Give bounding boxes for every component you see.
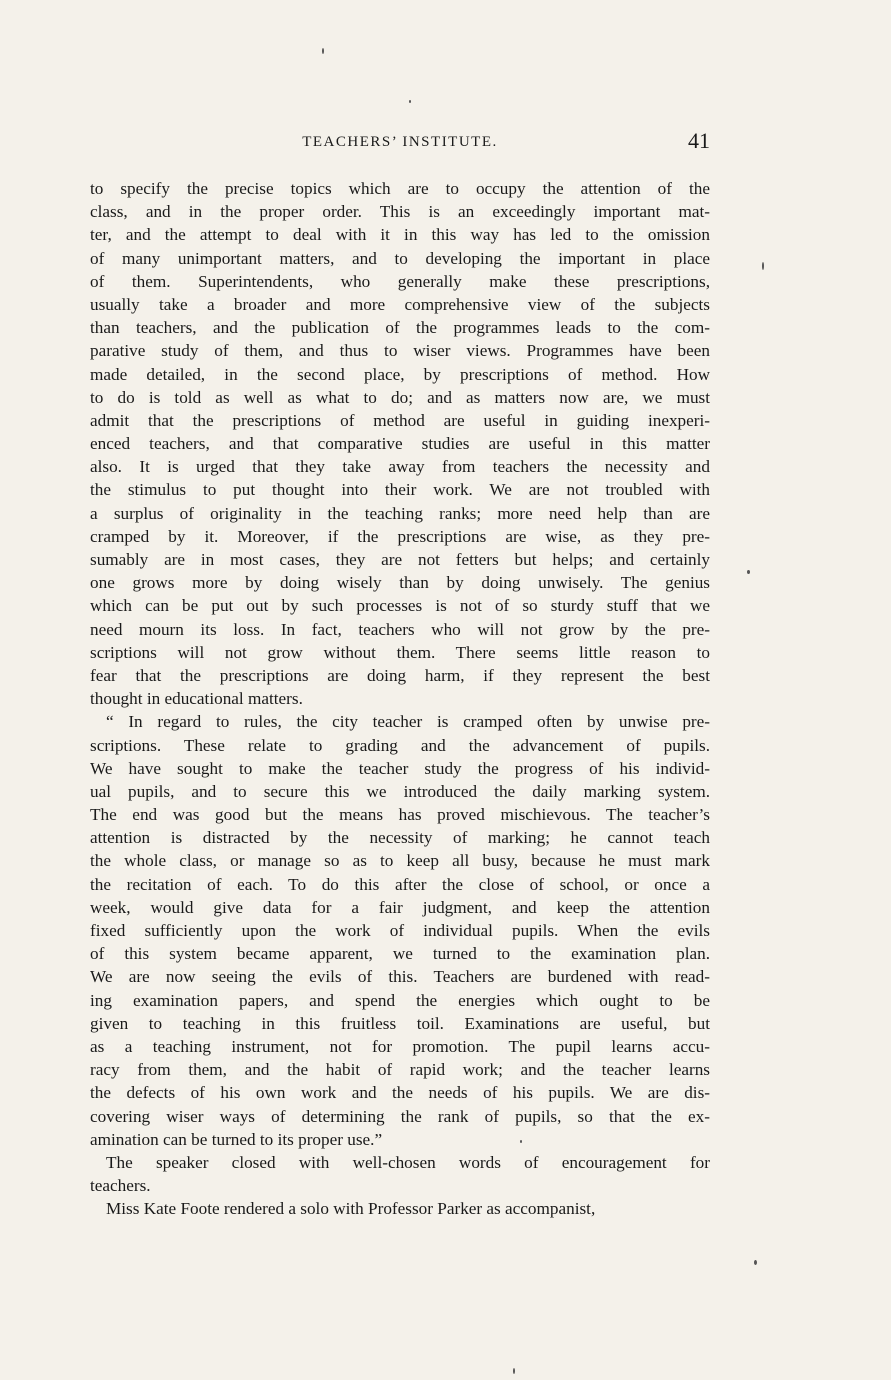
text-line: of this system became apparent, we turned to the examination plan. [90,944,710,964]
running-title: TEACHERS’ INSTITUTE. [302,134,498,150]
text-line: a surplus of originality in the teaching ranks; more need help than are [90,503,710,523]
text-line: fear that the prescriptions are doing harm, if they represent the best [90,665,710,685]
text-line: the stimulus to put thought into their work. We are not troubled with [90,480,710,500]
text-line: week, would give data for a fair judgment, and keep the attention [90,897,710,917]
paragraph [90,1197,710,1220]
text-line: The end was good but the means has proved mischievous. The teacher’s [90,805,710,825]
text-line: covering wiser ways of determining the rank of pupils, so that the ex- [90,1106,710,1126]
text-line: of them. Superintendents, who generally make these prescriptions, [90,271,710,291]
text-line: thought in educational matters. [90,689,303,709]
running-head [90,130,710,154]
scan-speck [513,1368,515,1374]
text-line: teachers. [90,1176,151,1196]
scan-speck [762,262,764,270]
text-line: as a teaching instrument, not for promotion. The pupil learns accu- [90,1036,710,1056]
text-line: racy from them, and the habit of rapid work; and the teacher learns [90,1060,710,1080]
paragraph [90,710,710,1151]
text-line: the whole class, or manage so as to keep all busy, because he must mark [90,851,710,871]
text-line: ter, and the attempt to deal with it in this way has led to the omission [90,225,710,245]
text-line: parative study of them, and thus to wiser views. Programmes have been [90,341,710,361]
text-line: usually take a broader and more comprehensive view of the subjects [90,294,710,314]
text-line: which can be put out by such processes is not of so sturdy stuff that we [90,596,710,616]
scan-speck [754,1260,757,1265]
text-line: ing examination papers, and spend the energies which ought to be [90,990,710,1010]
text-line: attention is distracted by the necessity of marking; he cannot teach [90,828,710,848]
text-line: fixed sufficiently upon the work of individual pupils. When the evils [90,921,710,940]
text-line: Miss Kate Foote rendered a solo with Professor Parker as accompanist, [106,1199,596,1219]
paragraph [90,1151,710,1197]
text-line: the defects of his own work and the needs of his pupils. We are dis- [90,1083,710,1103]
text-line: made detailed, in the second place, by prescriptions of method. How [90,364,710,384]
paragraph [90,177,710,710]
text-line: “ In regard to rules, the city teacher is cramped often by unwise pre- [106,712,710,732]
scan-speck [747,570,750,574]
scan-speck [322,48,324,54]
text-line: amination can be turned to its proper use.” [90,1129,383,1149]
scan-speck [409,100,411,103]
text-line: We are now seeing the evils of this. Teachers are burdened with read- [90,967,710,987]
page-number: 41 [688,128,710,153]
body-text [90,177,710,1220]
text-line: ual pupils, and to secure this we introduced the daily marking system. [90,781,710,801]
text-line: than teachers, and the publication of the programmes leads to the com- [90,318,710,338]
text-line: We have sought to make the teacher study the progress of his individ- [90,758,710,778]
text-line: enced teachers, and that comparative studies are useful in this matter [90,434,710,454]
text-line: one grows more by doing wisely than by doing unwisely. The genius [90,573,710,593]
text-line: class, and in the proper order. This is an exceedingly important mat- [90,202,710,222]
text-line: scriptions. These relate to grading and the advancement of pupils. [90,735,710,755]
text-line: to specify the precise topics which are to occupy the attention of the [90,179,710,198]
text-line: admit that the prescriptions of method are useful in guiding inexperi- [90,410,710,430]
text-line: The speaker closed with well-chosen words of encouragement for [106,1152,710,1172]
text-line: the recitation of each. To do this after the close of school, or once a [90,874,710,894]
text-line: given to teaching in this fruitless toil. Examinations are useful, but [90,1013,710,1033]
text-line: also. It is urged that they take away from teachers the necessity and [90,457,710,477]
text-line: sumably are in most cases, they are not fetters but helps; and certainly [90,550,710,569]
text-line: cramped by it. Moreover, if the prescriptions are wise, as they pre- [90,526,710,546]
scan-speck [520,1140,522,1143]
text-line: scriptions will not grow without them. There seems little reason to [90,642,710,662]
text-line: of many unimportant matters, and to developing the important in place [90,248,710,268]
text-line: need mourn its loss. In fact, teachers who will not grow by the pre- [90,619,710,639]
text-line: to do is told as well as what to do; and as matters now are, we must [90,387,710,407]
